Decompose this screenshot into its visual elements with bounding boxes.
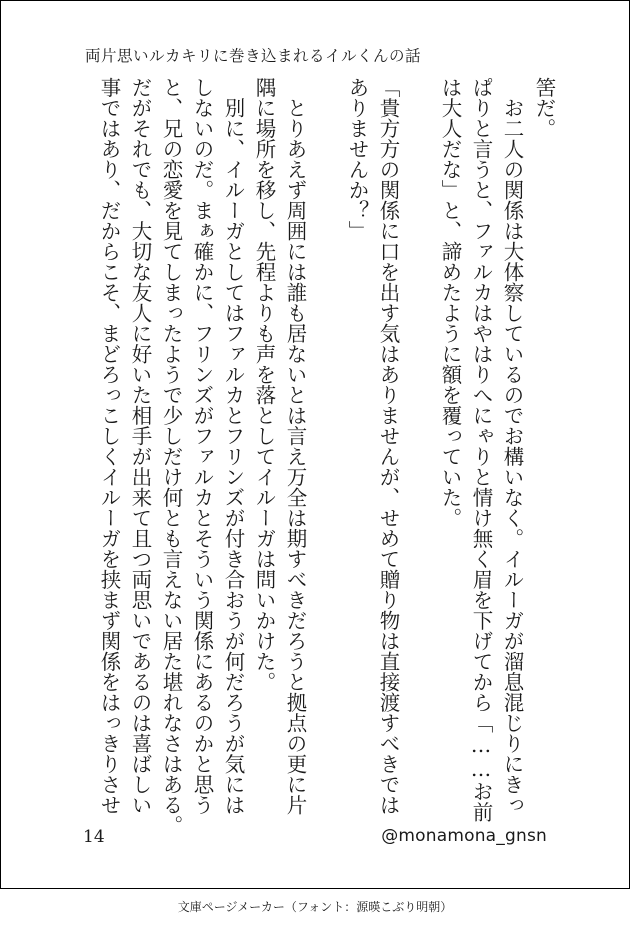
text-line: お二人の関係は大体察しているのでお構いなく。イルーガが溜息混じりにきっ (500, 77, 524, 815)
text-line: とりあえず周囲には誰も居ないとは言え万全は期すべきだろうと拠点の更に片 (283, 77, 307, 815)
text-line: ありませんか？」 (345, 77, 369, 241)
text-line: ぱりと言うと、ファルカはやはりへにゃりと情け無く眉を下げてから「……お前 (469, 77, 493, 822)
text-line: と、兄の恋愛を見てしまったようで少しだけ何とも言えない居た堪れなさはある。 (159, 77, 183, 836)
author-handle: @monamona_gnsn (381, 826, 547, 846)
generator-credit: 文庫ページメーカー（フォント：源暎こぶり明朝） (177, 900, 453, 914)
text-line: 隅に場所を移し、先程よりも声を落としてイルーガは問いかけた。 (252, 77, 276, 692)
text-line: は大人だな」と、諦めたように額を覆っていた。 (438, 77, 462, 528)
page-number: 14 (83, 827, 105, 847)
text-line: 筈だ。 (532, 77, 556, 139)
text-line: 別に、イルーガとしてはファルカとフリンズが付き合おうが何だろうが気には (221, 77, 245, 815)
text-line: だがそれでも、大切な友人に好いた相手が出来て且つ両思いであるのは喜ばしい (128, 77, 152, 815)
text-line: 事ではあり、だからこそ、まどろっこしくイルーガを挟まず関係をはっきりさせ (97, 77, 121, 815)
text-line: しないのだ。まぁ確かに、フリンズがファルカとそういう関係にあるのかと思う (190, 77, 214, 815)
text-line: 「貴方方の関係に口を出す気はありませんが、せめて贈り物は直接渡すべきでは (376, 77, 400, 815)
header-title: 両片思いルカキリに巻き込まれるイルくんの話 (85, 47, 422, 65)
